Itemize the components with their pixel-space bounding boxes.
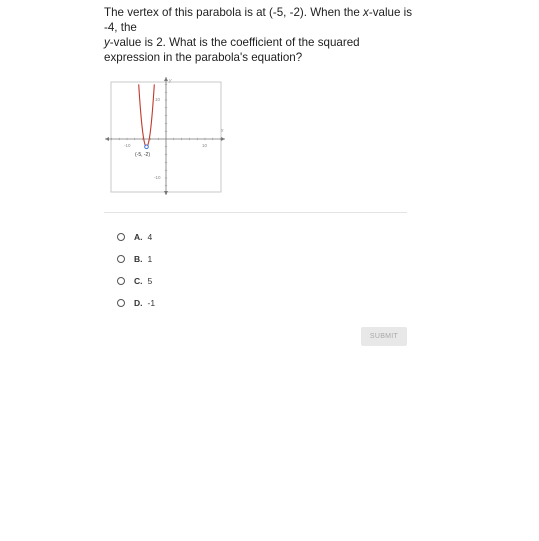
y-tick-label-neg: -10 [154,175,161,180]
y-axis-label: y [169,78,172,84]
choice-value: -1 [147,298,156,308]
x-axis-arrow-left [105,137,109,141]
choice-letter: A. [134,232,143,242]
parabola-graph [105,77,223,195]
x-tick-label-pos: 10 [202,143,208,148]
y-axis-arrow-down [164,191,168,195]
choice-b[interactable] [117,248,155,270]
radio-circle-icon[interactable] [117,233,125,241]
choice-a[interactable] [117,226,155,248]
vertex-label: (-5, -2) [135,152,150,158]
question-part: -value is 2. What is the coefficient of the squared expression in the parabola's equation? [104,36,360,64]
radio-circle-icon[interactable] [117,299,125,307]
y-axis-arrow-up [164,77,168,81]
radio-circle-icon[interactable] [117,277,125,285]
choice-letter: B. [134,254,143,264]
question-text [104,5,414,65]
choice-c[interactable] [117,270,155,292]
submit-button[interactable]: SUBMIT [361,327,407,346]
y-tick-label-pos: 10 [155,97,161,102]
x-axis-label: x [221,128,224,134]
radio-circle-icon[interactable] [117,255,125,263]
choice-d[interactable] [117,292,155,314]
question-part: -value is -4, the [104,6,413,34]
choice-letter: C. [134,276,143,286]
choice-value: 1 [147,254,153,264]
question-part: The vertex of this parabola is at (-5, -2). When the [104,6,364,19]
question-variable-y: y [104,36,110,49]
x-tick-label-neg: -10 [124,143,131,148]
choice-letter: D. [134,298,143,308]
x-axis-arrow-right [221,137,225,141]
choice-value: 5 [147,276,153,286]
vertex-point [145,145,149,149]
question-variable-x: x [363,6,369,19]
divider [104,212,407,213]
answer-choices [117,226,155,314]
choice-value: 4 [147,232,153,242]
